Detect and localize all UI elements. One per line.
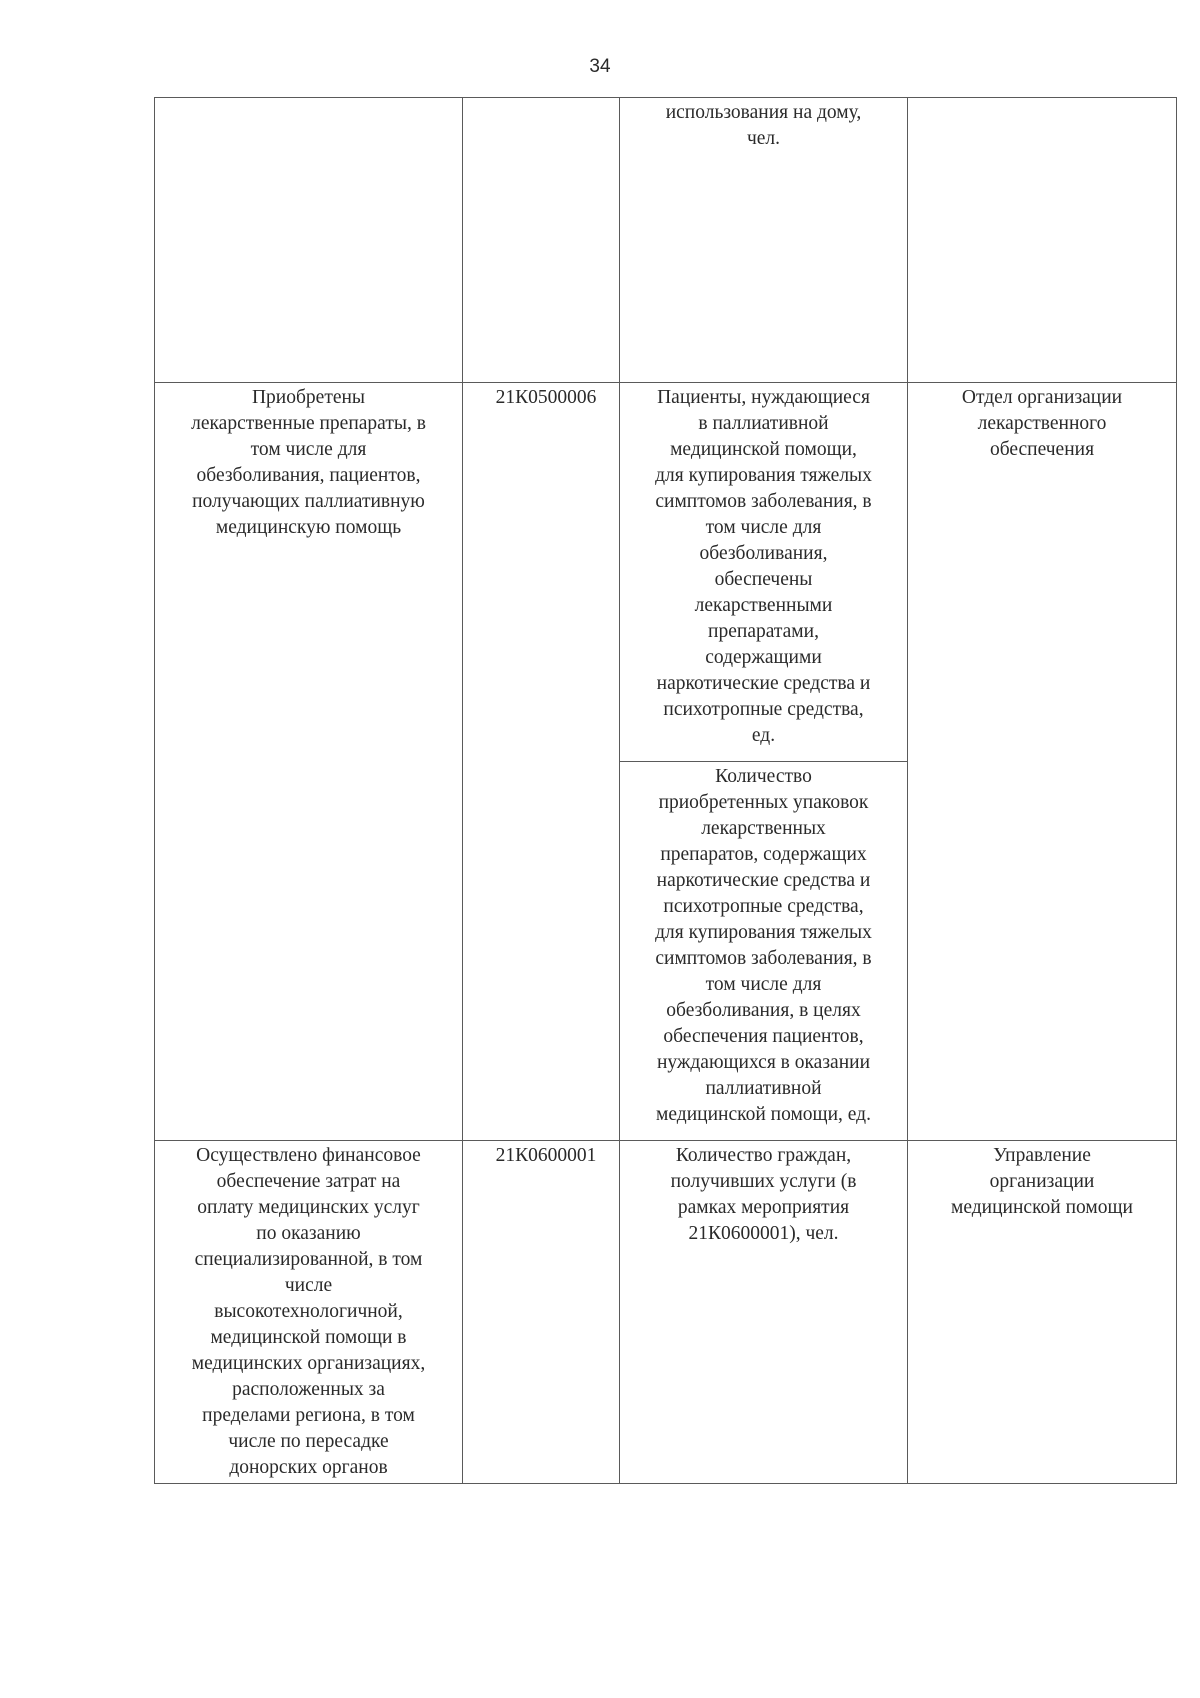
responsible-cell	[908, 98, 1177, 383]
indicator-text: Количество граждан, получивших услуги (в рамках мероприятия 21К0600001), чел.	[670, 1145, 857, 1244]
code-cell	[463, 1141, 620, 1484]
responsible-text: Отдел организации лекарственного обеспечения	[961, 387, 1123, 460]
indicator-cell	[620, 98, 908, 383]
responsible-text: Управление организации медицинской помощи	[951, 1145, 1133, 1218]
result-cell	[155, 383, 463, 1141]
event-code: 21К0600001	[495, 1145, 597, 1166]
indicator-cell	[620, 383, 908, 762]
responsible-cell	[908, 1141, 1177, 1484]
indicator-cell	[620, 1141, 908, 1484]
page-number: 34	[589, 56, 611, 77]
result-text: Приобретены лекарственные препараты, в том числе для обезболивания, пациентов, получающих паллиативную медицинскую помощь	[191, 387, 426, 538]
indicator-text: использования на дому, чел.	[665, 102, 862, 149]
event-code: 21К0500006	[495, 387, 597, 408]
result-text: Осуществлено финансовое обеспечение затрат на оплату медицинских услуг по оказанию специализированной, в том числе высокотехнологичной, медицинской помощи в медицинских организациях, расположенных за пределами региона, в том числе по пересадке донорских органов	[191, 1145, 426, 1478]
indicator-text: Количество приобретенных упаковок лекарственных препаратов, содержащих наркотические средства и психотропные средства, для купирования тяжелых симптомов заболевания, в том числе для обезболивания, в целях обеспечения пациентов, нуждающихся в оказании паллиативной медицинской помощи, ед.	[655, 766, 872, 1125]
responsible-cell	[908, 383, 1177, 1141]
code-cell	[463, 98, 620, 383]
indicator-cell	[620, 762, 908, 1141]
code-cell	[463, 383, 620, 1141]
result-cell	[155, 1141, 463, 1484]
table-row	[155, 1141, 1177, 1484]
result-cell	[155, 98, 463, 383]
table-row	[155, 383, 1177, 762]
table-row	[155, 98, 1177, 383]
indicator-text: Пациенты, нуждающиеся в паллиативной медицинской помощи, для купирования тяжелых симптомов заболевания, в том числе для обезболивания, обеспечены лекарственными препаратами, содержащими наркотические средства и психотропные средства, ед.	[655, 387, 872, 746]
events-table	[154, 97, 1177, 1484]
